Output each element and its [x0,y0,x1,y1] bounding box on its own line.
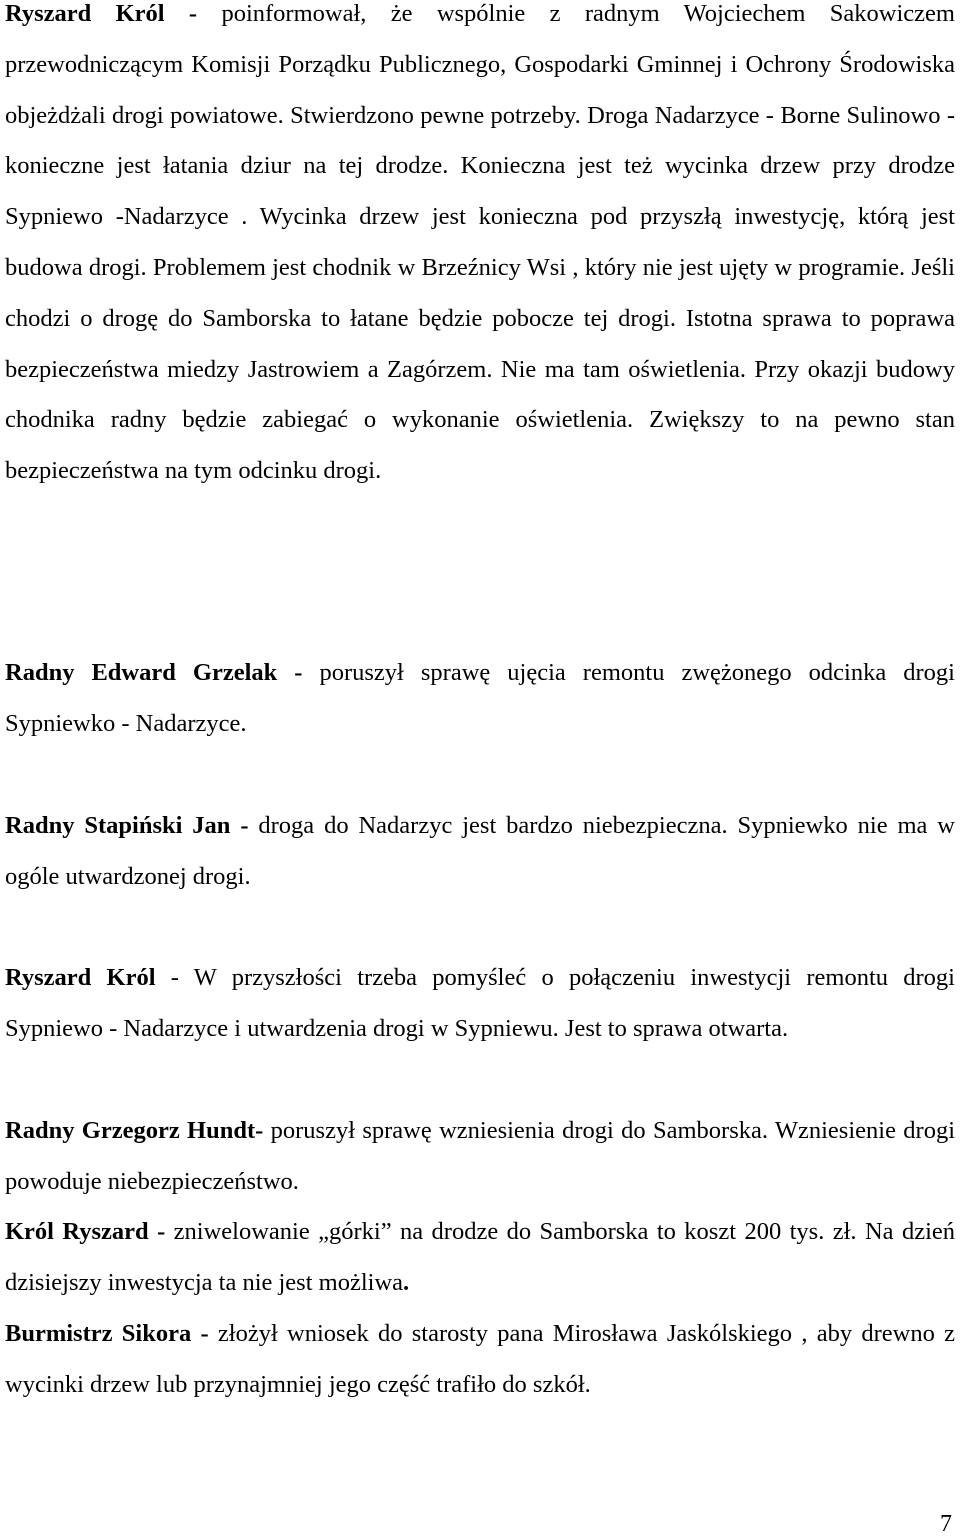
page-number: 7 [940,1511,952,1537]
paragraph-text: poruszył sprawę ujęcia remontu zwężonego odcinka drogi Sypniewko - Nadarzyce. [5,659,955,737]
speaker-name: Ryszard Król - [5,0,198,27]
paragraph-text: złożył wniosek do starosty pana Mirosława Jaskólskiego , aby drewno z wycinki drzew lub przynajmniej jego część trafiło do szkół. [5,1320,955,1398]
paragraph-stapinski [5,801,955,903]
speaker-name: Król Ryszard - [5,1218,166,1245]
speaker-name: Radny Grzegorz Hundt- [5,1117,264,1144]
paragraph-text: poruszył sprawę wzniesienia drogi do Samborska. Wzniesienie drogi powoduje niebezpieczeństwo. [5,1117,956,1195]
speaker-name: Radny Edward Grzelak - [5,659,303,686]
paragraph-text: poinformował, że wspólnie z radnym Wojciechem Sakowiczem przewodniczącym Komisji Porządku Publicznego, Gospodarki Gminnej i Ochrony Środowiska objeżdżali drogi powiatowe. Stwierdzono pewne potrzeby. Droga Nadarzyce - Borne Sulinowo - konieczne jest łatania dziur na tej drodze. Konieczna jest też wycinka drzew przy drodze Sypniewo -Nadarzyce . Wycinka drzew jest konieczna pod przyszłą inwestycję, którą jest budowa drogi. Problemem jest chodnik w Brzeźnicy Wsi , który nie jest ujęty w programie. Jeśli chodzi o drogę do Samborska to łatane będzie pobocze tej drogi. Istotna sprawa to poprawa bezpieczeństwa miedzy Jastrowiem a Zagórzem. Nie ma tam oświetlenia. Przy okazji budowy chodnika radny będzie zabiegać o wykonanie oświetlenia. Zwiększy to na pewno stan bezpieczeństwa na tym odcinku drogi. [5,0,955,485]
paragraph-krol-hill [5,1207,955,1309]
paragraph-krol-roads [5,0,955,497]
trailing-period: . [403,1268,410,1296]
speaker-name: Ryszard Król [5,964,156,991]
paragraph-sikora [5,1309,955,1411]
speaker-name: Burmistrz Sikora - [5,1320,209,1347]
paragraph-text: droga do Nadarzyc jest bardzo niebezpieczna. Sypniewko nie ma w ogóle utwardzonej drogi. [5,812,955,890]
speaker-name: Radny Stapiński Jan - [5,812,249,839]
paragraph-text: - W przyszłości trzeba pomyśleć o połączeniu inwestycji remontu drogi Sypniewo - Nadarzyce i utwardzenia drogi w Sypniewu. Jest to sprawa otwarta. [5,964,955,1042]
paragraph-krol-future [5,953,955,1055]
paragraph-text: zniwelowanie „górki” na drodze do Samborska to koszt 200 tys. zł. Na dzień dzisiejszy inwestycja ta nie jest możliwa [5,1218,956,1296]
paragraph-hundt [5,1106,955,1208]
paragraph-grzelak [5,648,955,750]
